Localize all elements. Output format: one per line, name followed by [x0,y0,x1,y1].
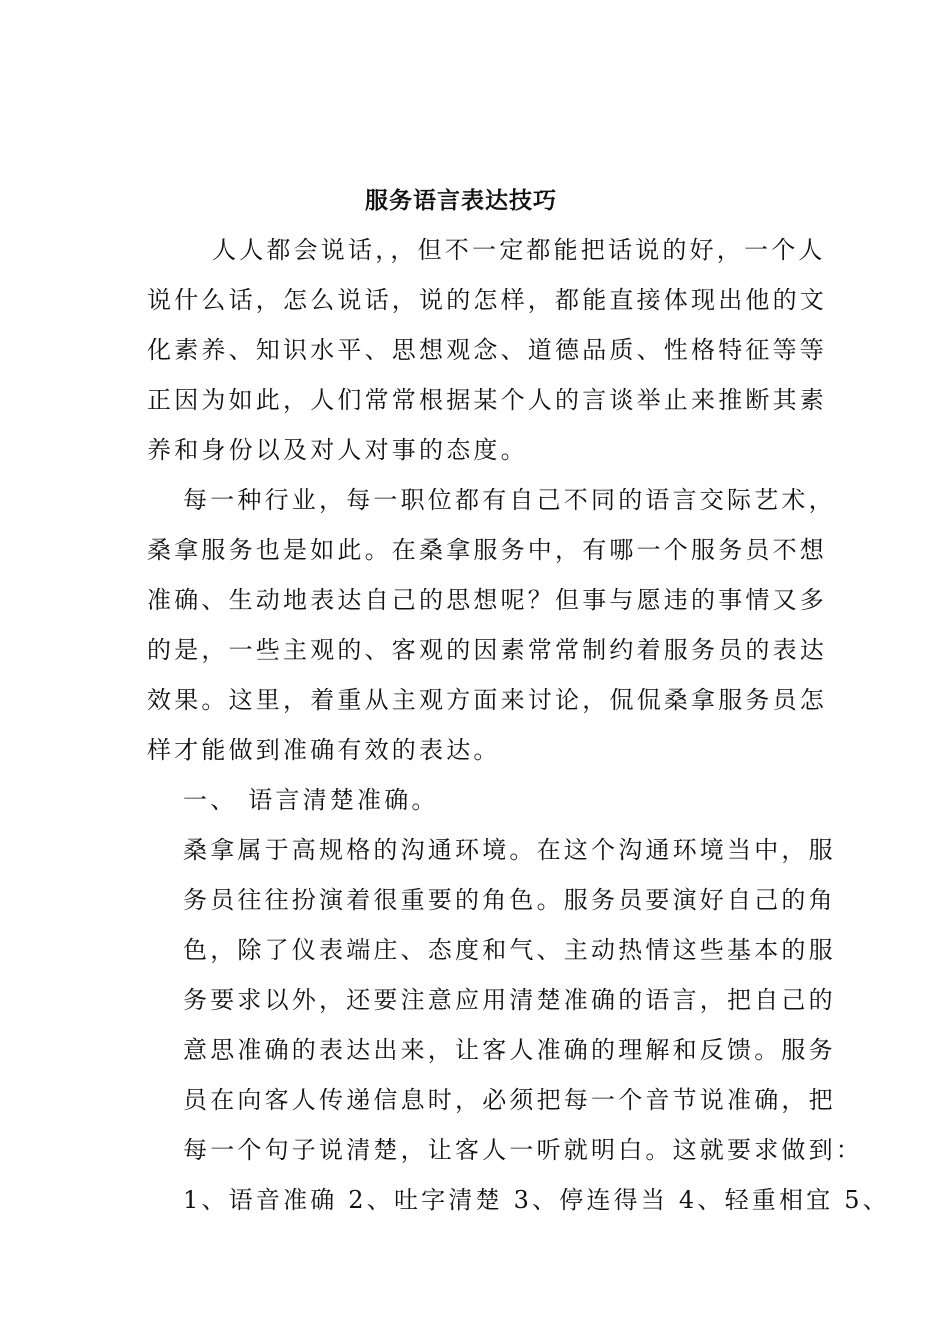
paragraph-3-line-1: 桑拿属于高规格的沟通环境。在这个沟通环境当中，服 [183,836,836,864]
paragraph-1-line-1: 人人都会说话，，但不一定都能把话说的好，一个人 [212,236,826,264]
paragraph-3-line-7: 每一个句子说清楚，让客人一听就明白。这就要求做到： [183,1136,863,1164]
paragraph-2-line-6: 样才能做到准确有效的表达。 [147,736,501,764]
paragraph-3-line-3: 色，除了仪表端庄、态度和气、主动热情这些基本的服 [183,936,836,964]
paragraph-3-line-8: 1、语音准确 2、吐字清楚 3、停连得当 4、轻重相宜 5、 [183,1186,890,1214]
paragraph-1-line-2: 说什么话，怎么说话，说的怎样，都能直接体现出他的文 [147,286,827,314]
paragraph-1-line-3: 化素养、知识水平、思想观念、道德品质、性格特征等等 [147,336,827,364]
paragraph-2-line-5: 效果。这里，着重从主观方面来讨论，侃侃桑拿服务员怎 [147,686,827,714]
paragraph-2-line-4: 的是，一些主观的、客观的因素常常制约着服务员的表达 [147,636,827,664]
paragraph-1-line-4: 正因为如此，人们常常根据某个人的言谈举止来推断其素 [147,386,827,414]
paragraph-3-line-2: 务员往往扮演着很重要的角色。服务员要演好自己的角 [183,886,836,914]
paragraph-3-line-5: 意思准确的表达出来，让客人准确的理解和反馈。服务 [183,1036,836,1064]
paragraph-2-line-1: 每一种行业，每一职位都有自己不同的语言交际艺术， [183,486,836,514]
paragraph-2-line-2: 桑拿服务也是如此。在桑拿服务中，有哪一个服务员不想 [147,536,827,564]
paragraph-2-line-3: 准确、生动地表达自己的思想呢？但事与愿违的事情又多 [147,586,827,614]
document-title: 服务语言表达技巧 [365,187,557,214]
paragraph-3-line-6: 员在向客人传递信息时，必须把每一个音节说准确，把 [183,1086,836,1114]
section-heading-1: 一、 语言清楚准确。 [183,786,439,814]
paragraph-1-line-5: 养和身份以及对人对事的态度。 [147,436,528,464]
paragraph-3-line-4: 务要求以外，还要注意应用清楚准确的语言，把自己的 [183,986,836,1014]
